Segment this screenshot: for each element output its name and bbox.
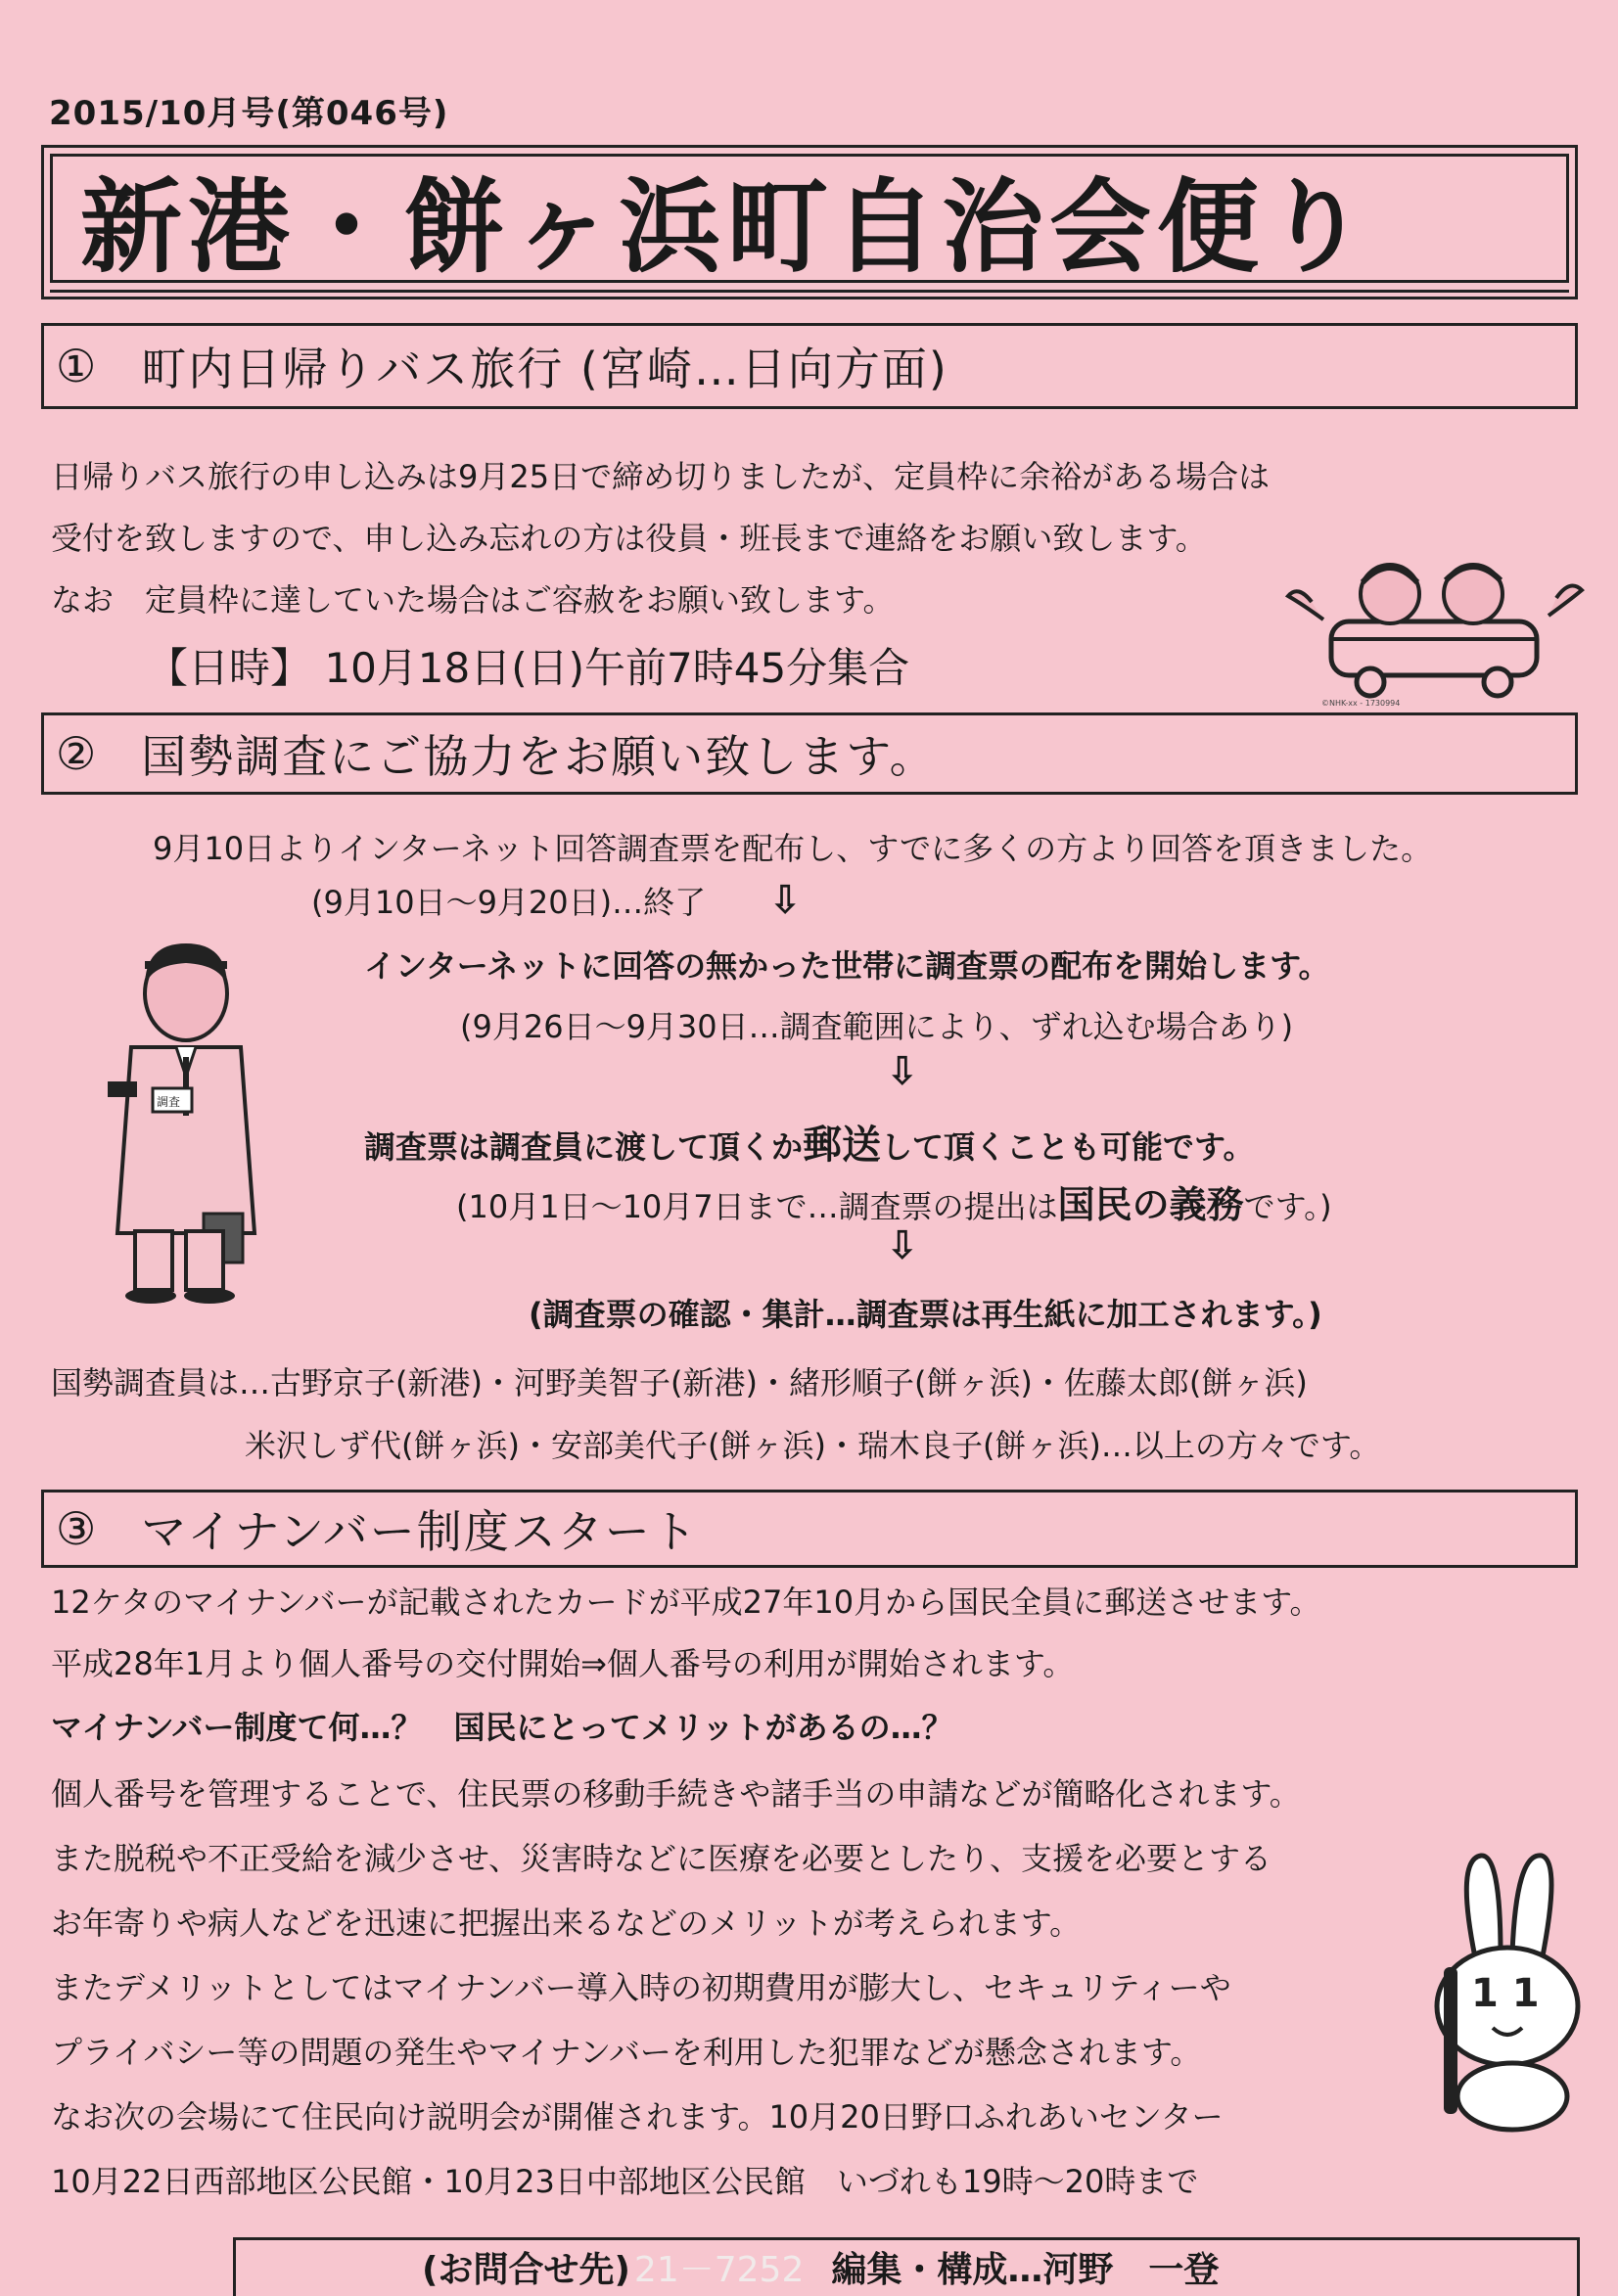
section2-surveyors-1: 国勢調査員は…古野京子(新港)・河野美智子(新港)・緒形順子(餅ヶ浜)・佐藤太郎(餅ヶ浜) (51, 1364, 1308, 1401)
contact-phone: 21－7252 (633, 2250, 805, 2290)
down-arrow-icon: ⇩ (886, 1223, 919, 1268)
section2-surveyors-2: 米沢しず代(餅ヶ浜)・安部美代子(餅ヶ浜)・瑞木良子(餅ヶ浜)…以上の方々です。 (245, 1427, 1381, 1464)
section2-step3 (364, 1114, 1254, 1170)
survey-badge: 調査 (157, 1095, 181, 1109)
section3-number: ③ (56, 1502, 99, 1555)
bus-travelers-illustration (1272, 543, 1595, 710)
section2-step3-c: して頂くことも可能です。 (881, 1128, 1255, 1166)
surveyor-illustration (96, 920, 262, 1307)
section1-line-1: 日帰りバス旅行の申し込みは9月25日で締め切りましたが、定員枠に余裕がある場合は (51, 458, 1271, 495)
issue-label: 2015/10月号(第046号) (49, 94, 449, 133)
section2-step3-note (456, 1174, 1332, 1228)
section1-title: 町内日帰りバス旅行 (宮崎…日向方面) (141, 343, 948, 395)
section2-step3-note-b: 国民の義務 (1057, 1183, 1244, 1226)
section2-step3-note-a: (10月1日～10月7日まで…調査票の提出は (456, 1188, 1058, 1225)
section3-line-5: お年寄りや病人などを迅速に把握出来るなどのメリットが考えられます。 (51, 1905, 1082, 1942)
section2-step2-note: (9月26日～9月30日…調査範囲により、ずれ込む場合あり) (460, 1008, 1294, 1045)
section3-line-9: 10月22日西部地区公民館・10月23日中部地区公民館 いづれも19時～20時まで (51, 2163, 1199, 2200)
section3-line-7: プライバシー等の問題の発生やマイナンバーを利用した犯罪などが懸念されます。 (51, 2034, 1202, 2071)
masthead (41, 145, 1578, 299)
section3-line-8: なお次の会場にて住民向け説明会が開催されます。10月20日野口ふれあいセンター (51, 2098, 1224, 2135)
section2-step3-a: 調査票は調査員に渡して頂くか (364, 1128, 804, 1166)
masthead-rule (50, 290, 1569, 293)
section3-line-3: 個人番号を管理することで、住民票の移動手続きや諸手当の申請などが簡略化されます。 (51, 1775, 1301, 1813)
section2-step3-note-c: です。) (1243, 1188, 1332, 1225)
down-arrow-icon: ⇩ (768, 878, 802, 923)
section3-line-6: またデメリットとしてはマイナンバー導入時の初期費用が膨大し、セキュリティーや (51, 1969, 1231, 2006)
section3-line-4: また脱税や不正受給を減少させ、災害時などに医療を必要としたり、支援を必要とする (51, 1840, 1272, 1877)
section3-title: マイナンバー制度スタート (141, 1505, 699, 1558)
editor-credit: 編集・構成…河野 一登 (831, 2250, 1220, 2290)
section1-line-2: 受付を致しますので、申し込み忘れの方は役員・班長まで連絡をお願い致します。 (51, 520, 1207, 557)
section1-line-3: なお 定員枠に達していた場合はご容赦をお願い致します。 (51, 581, 895, 619)
section1-header (41, 323, 1578, 409)
section2-step2: インターネットに回答の無かった世帯に調査票の配布を開始します。 (364, 947, 1330, 985)
section3-question: マイナンバー制度て何…？ 国民にとってメリットがあるの…？ (51, 1709, 953, 1746)
contact-label: (お問合せ先) (422, 2250, 630, 2290)
section2-step1: (9月10日～9月20日)…終了 (311, 884, 707, 921)
section3-line-1: 12ケタのマイナンバーが記載されたカードが平成27年10月から国民全員に郵送させます。 (51, 1584, 1321, 1621)
down-arrow-icon: ⇩ (886, 1049, 919, 1094)
section2-intro: 9月10日よりインターネット回答調査票を配布し、すでに多くの方より回答を頂きました。 (153, 830, 1433, 867)
section3-line-2: 平成28年1月より個人番号の交付開始⇒個人番号の利用が開始されます。 (51, 1645, 1075, 1682)
section1-datetime: 【日時】 10月18日(日)午前7時45分集合 (147, 644, 910, 692)
section2-header (41, 712, 1578, 795)
section3-header (41, 1490, 1578, 1568)
masthead-title: 新港・餅ヶ浜町自治会便り (80, 167, 1373, 287)
mascot-eyes: 1 1 (1471, 1971, 1540, 2016)
section2-step3-b: 郵送 (803, 1123, 882, 1168)
section2-step1-row (311, 878, 802, 923)
rabbit-mascot-illustration (1405, 1840, 1600, 2134)
illustration-credit: ©NHK-xx - 1730994 (1321, 699, 1401, 708)
section2-number: ② (56, 727, 99, 780)
contact-footer (233, 2237, 1580, 2296)
section2-step4: (調査票の確認・集計…調査票は再生紙に加工されます。) (529, 1296, 1322, 1333)
section2-title: 国勢調査にご協力をお願い致します。 (141, 730, 937, 783)
section1-number: ① (56, 340, 99, 392)
masthead-frame (50, 154, 1569, 287)
